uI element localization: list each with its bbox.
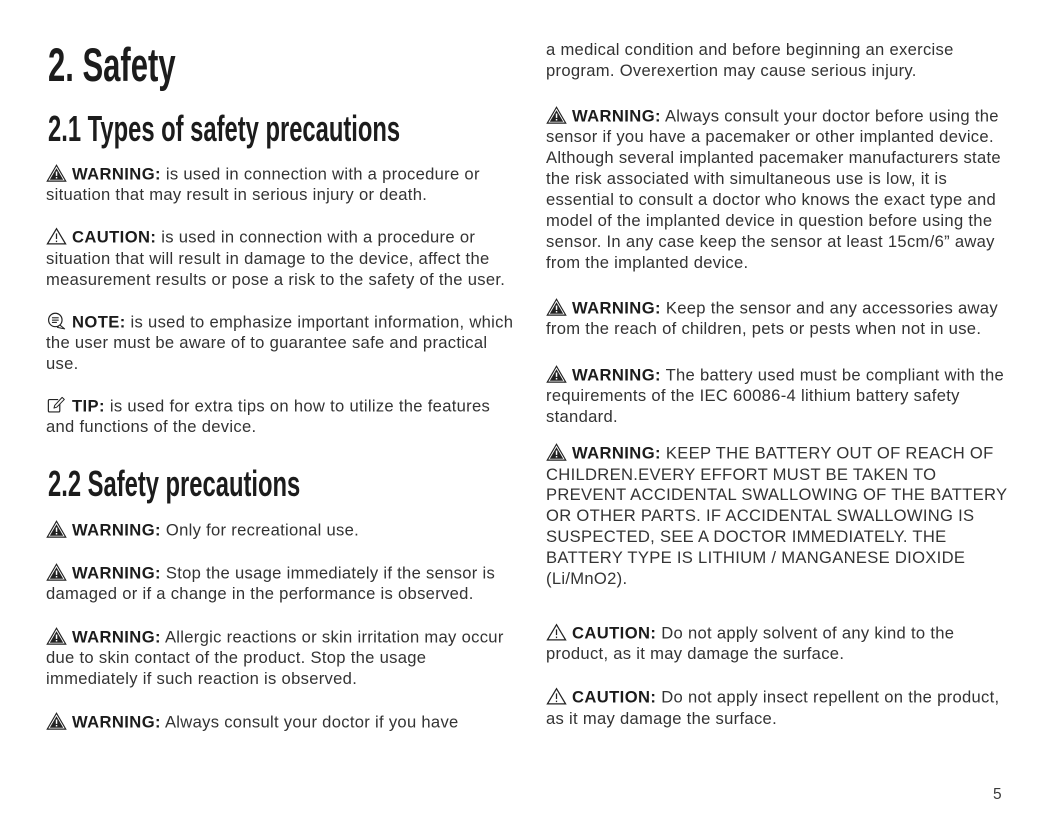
item-text: Allergic reactions or skin irritation may occur due to skin contact of the product. Stop the usage immediately if such reaction is observed. bbox=[46, 627, 504, 689]
item-text: The battery used must be compliant with the requirements of the IEC 60086-4 lithium battery safety standard. bbox=[546, 365, 1005, 427]
item-text: KEEP THE BATTERY OUT OF REACH OF CHILDREN.EVERY EFFORT MUST BE TAKEN TO PREVENT ACCIDENTAL SWALLOWING OF THE BATTERY OR OTHER PARTS. IF ACCIDENTAL SWALLOWING IS SUSPECTED, SEE A DOCTOR IMMEDIATELY. THE BATTERY TYPE IS LITHIUM / MANGANESE DIOXIDE (Li/MnO2). bbox=[546, 443, 1008, 589]
item-label: WARNING: bbox=[572, 298, 661, 318]
item-label: WARNING: bbox=[72, 563, 161, 583]
safety-warning-recreational bbox=[46, 520, 518, 541]
item-text: Do not apply solvent of any kind to the product, as it may damage the surface. bbox=[546, 623, 955, 664]
definition-warning bbox=[46, 164, 518, 206]
note-speech-bubble-icon bbox=[46, 312, 67, 330]
item-label: CAUTION: bbox=[572, 623, 657, 643]
safety-warning-battery-swallowing bbox=[546, 443, 1010, 590]
item-text: is used to emphasize important information, which the user must be aware of to guarantee safe and practical use. bbox=[46, 312, 514, 373]
page-number: 5 bbox=[993, 786, 1002, 803]
safety-warning-battery-compliance bbox=[546, 365, 1010, 428]
warning-triangle-icon bbox=[546, 106, 567, 124]
warning-triangle-icon bbox=[46, 164, 67, 182]
definition-caution bbox=[46, 227, 518, 290]
chapter-title: 2. Safety bbox=[48, 38, 176, 91]
warning-triangle-icon bbox=[46, 712, 67, 730]
safety-warning-pacemaker bbox=[546, 106, 1010, 274]
item-label: WARNING: bbox=[72, 520, 161, 540]
item-text: is used in connection with a procedure or situation that will result in damage to the device, affect the measurement results or pose a risk to the safety of the user. bbox=[46, 227, 506, 289]
safety-warning-children-pets bbox=[546, 298, 1010, 340]
item-text: a medical condition and before beginning an exercise program. Overexertion may cause serious injury. bbox=[546, 40, 954, 80]
item-text: is used in connection with a procedure or situation that may result in serious injury or death. bbox=[46, 164, 480, 205]
warning-triangle-icon bbox=[46, 520, 67, 538]
warning-triangle-icon bbox=[546, 298, 567, 316]
definition-note bbox=[46, 312, 518, 375]
item-text: Always consult your doctor before using the sensor if you have a pacemaker or other implanted device. Although several implanted pacemaker manufacturers state the risk associated with simultaneous use is low, it is essential to consult a doctor who knows the exact type and model of the implanted device in question before using the sensor. In any case keep the sensor at least 15cm/6” away from the implanted device. bbox=[546, 106, 1001, 272]
warning-triangle-icon bbox=[46, 627, 67, 645]
item-label: WARNING: bbox=[72, 164, 161, 184]
item-text: Do not apply insect repellent on the product, as it may damage the surface. bbox=[546, 687, 1000, 728]
item-text: Keep the sensor and any accessories away from the reach of children, pets or pests when not in use. bbox=[546, 298, 998, 338]
left-column bbox=[46, 0, 518, 733]
item-label: WARNING: bbox=[572, 443, 661, 463]
item-label: WARNING: bbox=[72, 712, 161, 731]
safety-caution-solvent bbox=[546, 623, 1010, 665]
item-label: CAUTION: bbox=[572, 687, 657, 707]
caution-triangle-icon bbox=[46, 227, 67, 245]
item-label: WARNING: bbox=[572, 106, 661, 126]
safety-warning-consult-doctor bbox=[46, 712, 518, 733]
section-heading-safety-precautions: 2.2 Safety precautions bbox=[48, 463, 301, 505]
safety-caution-insect-repellent bbox=[546, 687, 1010, 729]
definition-tip bbox=[46, 396, 518, 438]
item-label: NOTE: bbox=[72, 312, 126, 332]
warning-triangle-icon bbox=[46, 563, 67, 581]
continuation-text bbox=[546, 40, 1010, 82]
safety-warning-allergic bbox=[46, 627, 518, 690]
warning-triangle-icon bbox=[546, 365, 567, 383]
item-label: TIP: bbox=[72, 396, 105, 416]
item-label: WARNING: bbox=[572, 365, 661, 385]
item-text: is used for extra tips on how to utilize the features and functions of the device. bbox=[46, 396, 491, 437]
caution-triangle-icon bbox=[546, 687, 567, 705]
section-heading-types-of-precautions: 2.1 Types of safety precautions bbox=[48, 108, 401, 149]
item-text: Only for recreational use. bbox=[165, 520, 360, 540]
item-label: WARNING: bbox=[72, 627, 161, 647]
right-column bbox=[546, 0, 1010, 730]
item-text: Stop the usage immediately if the sensor is damaged or if a change in the performance is observed. bbox=[46, 563, 496, 604]
item-label: CAUTION: bbox=[72, 227, 157, 247]
item-text: Always consult your doctor if you have bbox=[164, 712, 459, 731]
warning-triangle-icon bbox=[546, 443, 567, 461]
safety-warning-damage bbox=[46, 563, 518, 605]
tip-pencil-icon bbox=[46, 396, 67, 414]
caution-triangle-icon bbox=[546, 623, 567, 641]
